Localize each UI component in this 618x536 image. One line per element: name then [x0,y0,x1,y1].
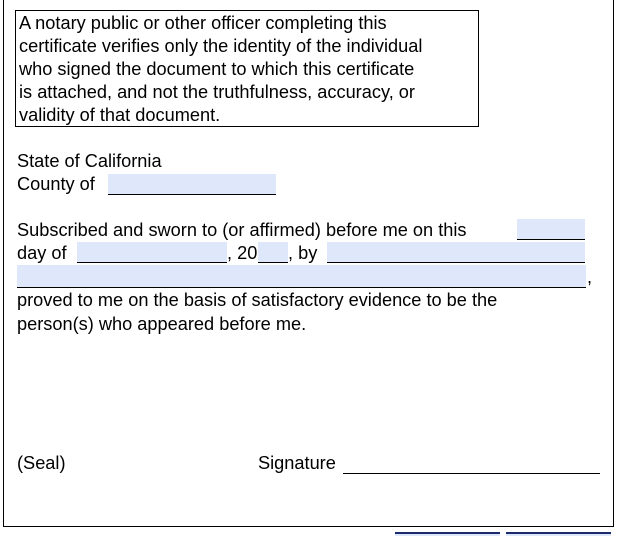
bottom-form-field-left[interactable] [395,532,500,536]
jurat-line-1: Subscribed and sworn to (or affirmed) before me on this [17,220,467,240]
day-of-label: day of [17,243,67,263]
signature-label: Signature [258,453,336,473]
notice-line: A notary public or other officer completing this [19,13,387,33]
signer-name-field[interactable] [327,242,585,263]
by-label: , by [288,243,318,263]
notice-line: who signed the document to which this certificate [19,59,415,79]
notice-line: is attached, and not the truthfulness, accuracy, or [19,82,415,102]
notice-line: certificate verifies only the identity of the individual [19,36,423,56]
year-prefix: , 20 [227,243,258,263]
year-field[interactable] [258,242,288,263]
signer-name-continued-field[interactable] [17,265,586,288]
state-label: State of California [17,151,162,171]
county-field[interactable] [108,174,276,195]
proof-line-2: person(s) who appeared before me. [17,314,307,334]
notice-line: validity of that document. [19,105,221,125]
signature-line[interactable] [343,452,600,474]
county-label: County of [17,174,95,194]
seal-label: (Seal) [17,453,66,473]
day-field[interactable] [517,219,585,240]
month-field[interactable] [77,242,227,263]
proof-line-1: proved to me on the basis of satisfactory evidence to be the [17,290,498,310]
signer-comma: , [587,267,593,287]
bottom-form-field-right[interactable] [506,532,611,536]
notary-notice-box [15,10,479,127]
